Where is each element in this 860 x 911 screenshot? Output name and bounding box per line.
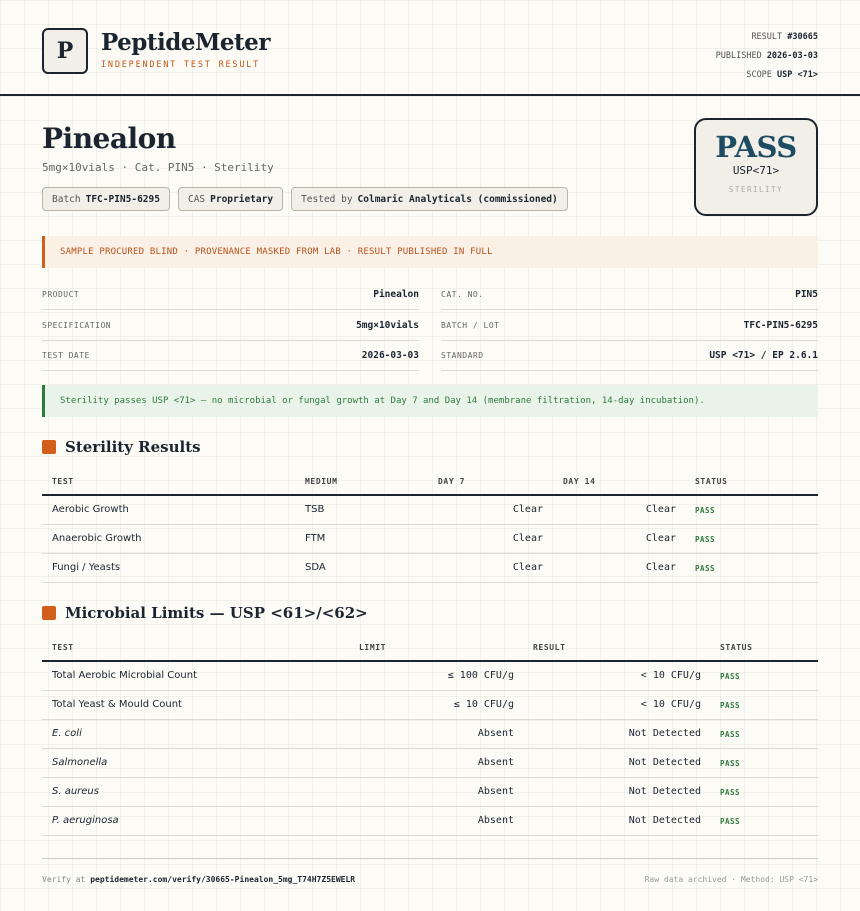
info-value: TFC-PIN5-6295 (743, 320, 818, 331)
table-row (42, 778, 818, 807)
chip-label: Batch (52, 193, 81, 205)
verify-line (42, 875, 355, 884)
table-row (42, 749, 818, 778)
column-header: MEDIUM (305, 477, 338, 486)
provenance-banner: SAMPLE PROCURED BLIND · PROVENANCE MASKED FROM LAB · RESULT PUBLISHED IN FULL (42, 236, 818, 268)
cell-result: < 10 CFU/g (640, 699, 701, 710)
info-value: PIN5 (795, 289, 818, 300)
section-heading: Microbial Limits — USP <61>/<62> (65, 604, 368, 622)
cell-day7: Clear (512, 533, 543, 544)
info-label: BATCH / LOT (441, 321, 500, 330)
info-label: CAT. NO. (441, 290, 484, 299)
result-id-line (716, 28, 818, 47)
info-label: PRODUCT (42, 290, 80, 299)
column-header: STATUS (695, 477, 728, 486)
table-row (42, 720, 818, 749)
batch-chip (42, 187, 170, 211)
cell-test: Total Yeast & Mould Count (52, 699, 182, 710)
product-title: Pinealon (42, 122, 176, 155)
sterility-table (42, 468, 818, 583)
column-header: DAY 14 (563, 477, 596, 486)
result-id-label: RESULT (751, 32, 783, 42)
column-header: DAY 7 (438, 477, 466, 486)
cell-result: < 10 CFU/g (640, 670, 701, 681)
info-row-specification (42, 311, 419, 341)
cell-day7: Clear (512, 504, 543, 515)
cell-test: Anaerobic Growth (52, 533, 142, 544)
cell-result: Not Detected (628, 815, 701, 826)
report-header (0, 0, 860, 96)
brand-tagline: INDEPENDENT TEST RESULT (101, 60, 261, 70)
cell-result: Not Detected (628, 757, 701, 768)
cell-day14: Clear (645, 533, 676, 544)
table-row (42, 662, 818, 691)
verdict-word: PASS (715, 130, 797, 164)
info-label: TEST DATE (42, 351, 90, 360)
published-label: PUBLISHED (715, 51, 762, 61)
tested-by-chip (291, 187, 568, 211)
table-row (42, 525, 818, 554)
verify-prefix: Verify at (42, 875, 86, 884)
section-heading: Sterility Results (65, 438, 201, 456)
cell-medium: SDA (305, 562, 326, 573)
verdict-card (694, 118, 818, 216)
cell-day7: Clear (512, 562, 543, 573)
footer-method-note: Raw data archived · Method: USP <71> (644, 875, 818, 884)
chip-value: Proprietary (210, 193, 274, 205)
cell-limit: ≤ 100 CFU/g (447, 670, 514, 681)
chip-value: TFC-PIN5-6295 (85, 193, 160, 205)
cell-limit: Absent (477, 728, 514, 739)
cell-limit: Absent (477, 786, 514, 797)
published-value: 2026-03-03 (766, 51, 818, 61)
table-header (42, 468, 818, 496)
cas-chip (178, 187, 283, 211)
info-row-test-date (42, 341, 419, 371)
cell-test: Fungi / Yeasts (52, 562, 121, 573)
microbial-table (42, 634, 818, 836)
column-header: RESULT (533, 643, 566, 652)
table-row (42, 807, 818, 836)
info-value: USP <71> / EP 2.6.1 (709, 350, 818, 361)
table-row (42, 691, 818, 720)
column-header: STATUS (720, 643, 753, 652)
result-id-value: #30665 (787, 32, 818, 42)
product-chips (42, 187, 568, 211)
cell-result: Not Detected (628, 786, 701, 797)
cell-limit: ≤ 10 CFU/g (453, 699, 514, 710)
status-badge: PASS (695, 564, 716, 573)
status-badge: PASS (720, 701, 741, 710)
cell-medium: FTM (305, 533, 326, 544)
cell-test: P. aeruginosa (52, 815, 119, 826)
cell-test: Salmonella (52, 757, 108, 768)
report-footer (42, 858, 818, 898)
sterility-summary-banner: Sterility passes USP <71> — no microbial or fungal growth at Day 7 and Day 14 (membrane filtration, 14-day incubation). (42, 385, 818, 417)
cell-test: Aerobic Growth (52, 504, 129, 515)
scope-label: SCOPE (746, 70, 772, 80)
cell-limit: Absent (477, 815, 514, 826)
report-meta (716, 28, 818, 85)
section-marker-icon (42, 440, 56, 454)
info-value: 5mg×10vials (356, 320, 419, 331)
chip-value: Colmaric Analyticals (commissioned) (357, 193, 558, 205)
cell-test: S. aureus (52, 786, 99, 797)
section-marker-icon (42, 606, 56, 620)
status-badge: PASS (720, 817, 741, 826)
verify-link[interactable]: peptidemeter.com/verify/30665-Pinealon_5mg_T74H7Z5EWELR (90, 875, 356, 884)
microbial-section-title (42, 604, 368, 622)
info-label: SPECIFICATION (42, 321, 112, 330)
cell-result: Not Detected (628, 728, 701, 739)
status-badge: PASS (695, 506, 716, 515)
info-row-batch-lot (441, 311, 818, 341)
column-header: TEST (52, 477, 74, 486)
sterility-section-title (42, 438, 201, 456)
status-badge: PASS (720, 788, 741, 797)
table-header (42, 634, 818, 662)
brand-logo: P (42, 28, 88, 74)
cell-day14: Clear (645, 562, 676, 573)
info-row-product (42, 280, 419, 310)
verdict-standard: USP<71> (732, 164, 780, 177)
published-line (716, 47, 818, 66)
cell-test: E. coli (52, 728, 82, 739)
column-header: TEST (52, 643, 74, 652)
cell-medium: TSB (305, 504, 325, 515)
cell-limit: Absent (477, 757, 514, 768)
status-badge: PASS (720, 759, 741, 768)
info-label: STANDARD (441, 351, 484, 360)
chip-label: Tested by (301, 193, 353, 205)
table-row (42, 496, 818, 525)
info-row-standard (441, 341, 818, 371)
product-subtitle: 5mg×10vials · Cat. PIN5 · Sterility (42, 161, 274, 174)
cell-test: Total Aerobic Microbial Count (52, 670, 197, 681)
info-value: 2026-03-03 (361, 350, 419, 361)
brand-name: PeptideMeter (101, 29, 270, 56)
status-badge: PASS (695, 535, 716, 544)
info-row-cat-no (441, 280, 818, 310)
column-header: LIMIT (359, 643, 387, 652)
cell-day14: Clear (645, 504, 676, 515)
scope-value: USP <71> (777, 70, 818, 80)
status-badge: PASS (720, 730, 741, 739)
scope-line (716, 66, 818, 85)
verdict-kind: STERILITY (728, 185, 784, 194)
status-badge: PASS (720, 672, 741, 681)
chip-label: CAS (187, 193, 206, 205)
info-value: Pinealon (373, 289, 419, 300)
table-row (42, 554, 818, 583)
